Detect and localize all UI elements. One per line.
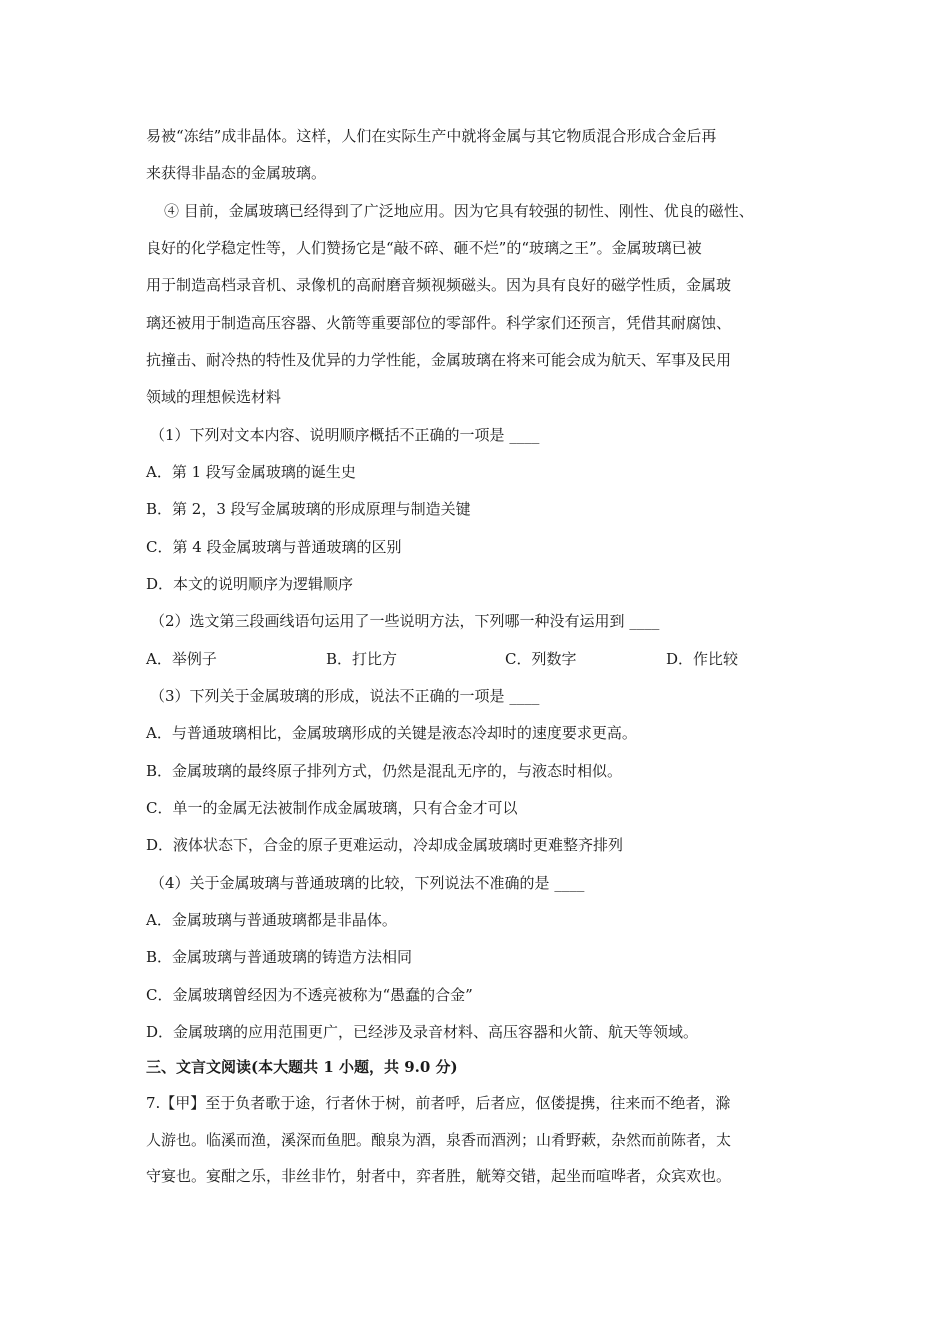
question-7-line-3: 守宴也。宴酣之乐，非丝非竹，射者中，弈者胜，觥筹交错，起坐而喧哗者，众宾欢也。 xyxy=(146,1167,732,1185)
question-3-option-a: A．与普通玻璃相比，金属玻璃形成的关键是液态冷却时的速度要求更高。 xyxy=(146,724,637,742)
question-3-option-d: D．液体状态下，合金的原子更难运动，冷却成金属玻璃时更难整齐排列 xyxy=(146,836,624,854)
question-4-option-d: D．金属玻璃的应用范围更广，已经涉及录音材料、高压容器和火箭、航天等领域。 xyxy=(146,1023,699,1041)
question-2-option-a: A．举例子 xyxy=(146,650,217,668)
question-1-option-c: C．第 4 段金属玻璃与普通玻璃的区别 xyxy=(146,538,402,556)
question-1-stem: （1）下列对文本内容、说明顺序概括不正确的一项是 ____ xyxy=(150,426,540,444)
question-1-option-b: B．第 2，3 段写金属玻璃的形成原理与制造关键 xyxy=(146,500,471,518)
passage-p3-line-2: 来获得非晶态的金属玻璃。 xyxy=(146,164,327,182)
passage-p4-line-5: 抗撞击、耐冷热的特性及优异的力学性能，金属玻璃在将来可能会成为航天、军事及民用 xyxy=(146,351,732,369)
passage-p3-line-1: 易被“冻结”成非晶体。这样，人们在实际生产中就将金属与其它物质混合形成合金后再 xyxy=(146,127,717,145)
question-2-stem: （2）选文第三段画线语句运用了一些说明方法，下列哪一种没有运用到 ____ xyxy=(150,612,660,630)
question-7-line-1: 7.【甲】至于负者歌于途，行者休于树，前者呼，后者应，伛偻提携，往来而不绝者，滁 xyxy=(146,1094,731,1112)
passage-p4-line-6: 领域的理想候选材料 xyxy=(146,388,282,406)
question-3-option-c: C．单一的金属无法被制作成金属玻璃，只有合金才可以 xyxy=(146,799,518,817)
question-2-option-c: C．列数字 xyxy=(505,650,577,668)
passage-p4-line-4: 璃还被用于制造高压容器、火箭等重要部位的零部件。科学家们还预言，凭借其耐腐蚀、 xyxy=(146,314,732,332)
question-1-option-d: D．本文的说明顺序为逻辑顺序 xyxy=(146,575,354,593)
question-4-option-a: A．金属玻璃与普通玻璃都是非晶体。 xyxy=(146,911,397,929)
section-3-heading: 三、文言文阅读(本大题共 1 小题，共 9.0 分) xyxy=(146,1058,458,1076)
question-4-stem: （4）关于金属玻璃与普通玻璃的比较，下列说法不准确的是 ____ xyxy=(150,874,585,892)
question-1-option-a: A．第 1 段写金属玻璃的诞生史 xyxy=(146,463,356,481)
question-4-option-c: C．金属玻璃曾经因为不透亮被称为“愚蠢的合金” xyxy=(146,986,473,1004)
question-7-line-2: 人游也。临溪而渔，溪深而鱼肥。酿泉为酒，泉香而酒洌；山肴野蔌，杂然而前陈者，太 xyxy=(146,1131,732,1149)
question-2-option-d: D．作比较 xyxy=(666,650,739,668)
passage-p4-line-1: ④ 目前，金属玻璃已经得到了广泛地应用。因为它具有较强的韧性、刚性、优良的磁性、 xyxy=(164,202,754,220)
question-4-option-b: B．金属玻璃与普通玻璃的铸造方法相同 xyxy=(146,948,413,966)
passage-p4-line-3: 用于制造高档录音机、录像机的高耐磨音频视频磁头。因为具有良好的磁学性质，金属玻 xyxy=(146,276,732,294)
question-3-option-b: B．金属玻璃的最终原子排列方式，仍然是混乱无序的，与液态时相似。 xyxy=(146,762,623,780)
question-3-stem: （3）下列关于金属玻璃的形成，说法不正确的一项是 ____ xyxy=(150,687,540,705)
passage-p4-line-2: 良好的化学稳定性等，人们赞扬它是“敲不碎、砸不烂”的“玻璃之王”。金属玻璃已被 xyxy=(146,239,702,257)
question-2-option-b: B．打比方 xyxy=(326,650,398,668)
